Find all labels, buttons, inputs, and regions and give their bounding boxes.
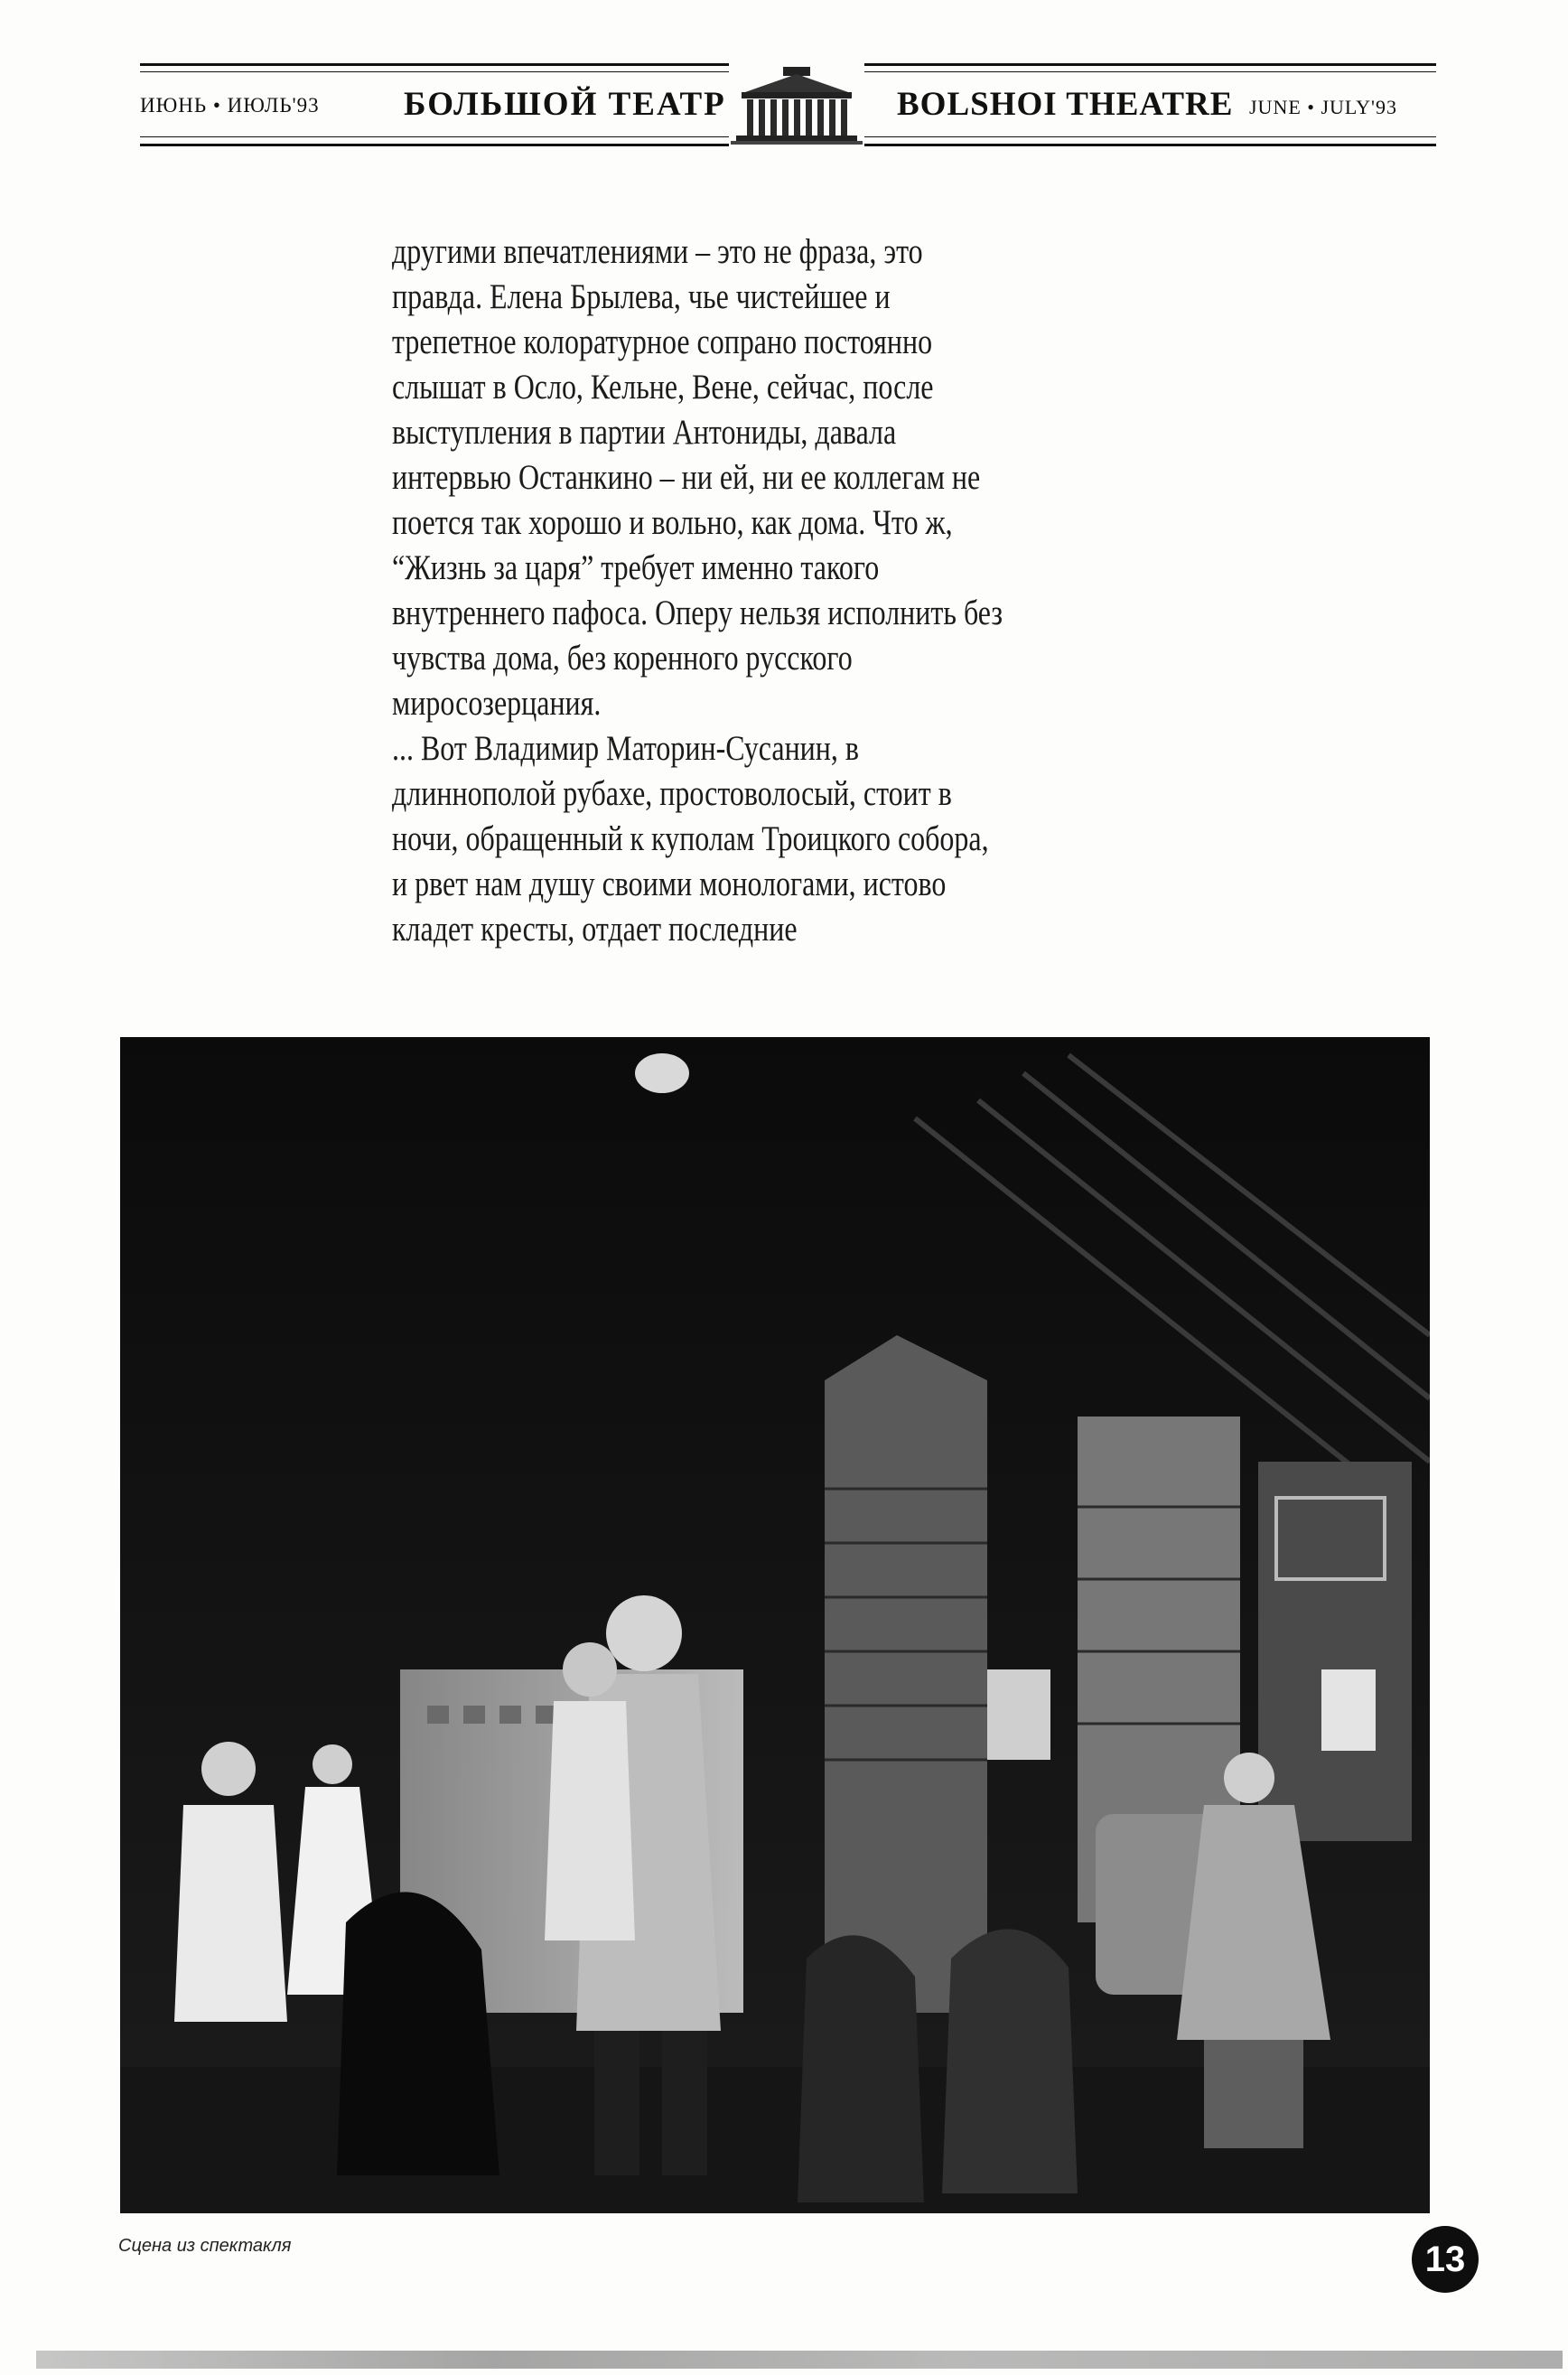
page-number-badge: 13 [1412,2226,1479,2293]
scan-edge-bar [36,2351,1563,2369]
article-line: трепетное колоратурное сопрано постоянно [392,323,933,361]
article-line: миросозерцания. [392,684,602,723]
article-line: поется так хорошо и вольно, как дома. Что ж, [392,503,953,542]
theatre-building-icon [729,61,864,148]
article-line: выступления в партии Антониды, давала [392,413,897,452]
article-line: “Жизнь за царя” требует именно такого [392,548,880,587]
article-line: слышат в Осло, Кельне, Вене, сейчас, после [392,368,934,407]
issue-date-ru: ИЮНЬ • ИЮЛЬ'93 [140,94,320,117]
stage-scene-photo [120,1037,1430,2213]
issue-date-en: JUNE • JULY'93 [1249,96,1398,118]
article-body [392,229,1187,952]
article-line: внутреннего пафоса. Оперу нельзя исполнить без [392,594,1003,632]
article-line: длиннополой рубахе, простоволосый, стоит в [392,774,952,813]
magazine-title-en: BOLSHOI THEATRE [897,86,1234,123]
article-line: кладет кресты, отдает последние [392,910,798,949]
magazine-title-ru: БОЛЬШОЙ ТЕАТР [404,86,726,123]
article-line: ... Вот Владимир Маторин-Сусанин, в [392,729,860,768]
article-line: правда. Елена Брылева, чье чистейшее и [392,277,891,316]
photo-caption: Сцена из спектакля [118,2236,292,2256]
article-line: интервью Останкино – ни ей, ни ее коллегам не [392,458,981,497]
article-line: другими впечатлениями – это не фраза, это [392,232,923,271]
article-line: чувства дома, без коренного русского [392,639,853,678]
article-line: и рвет нам душу своими монологами, истово [392,865,947,903]
article-line: ночи, обращенный к куполам Троицкого собора, [392,819,989,858]
page-header [140,60,1436,150]
